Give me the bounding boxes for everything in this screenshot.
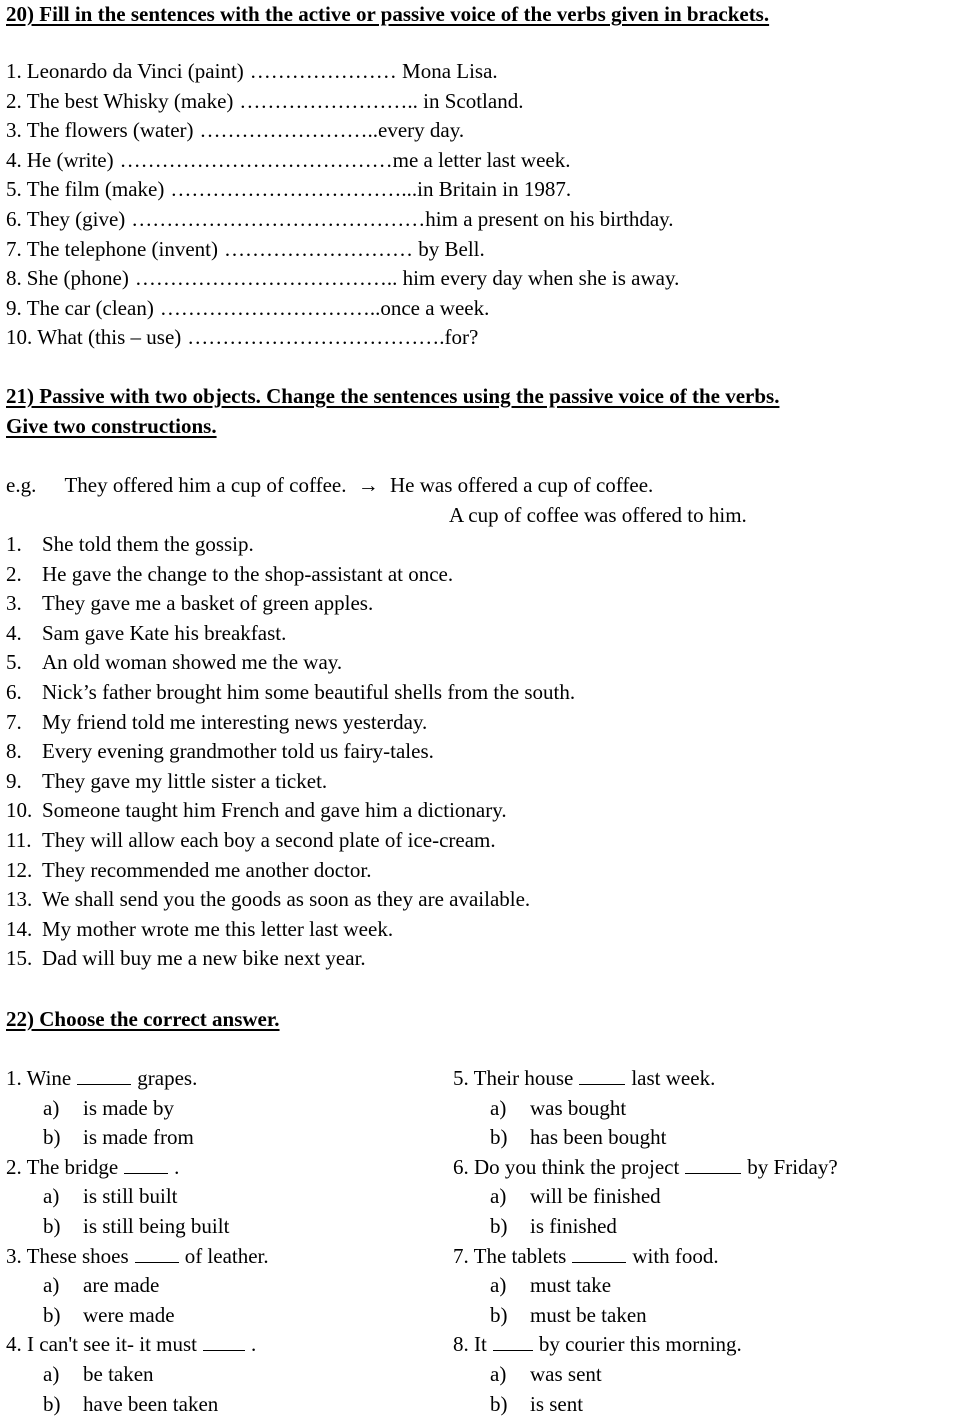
option-b	[43, 1216, 229, 1237]
item-verb-prompt: The car (clean)	[26, 295, 154, 320]
sentence-item	[6, 857, 372, 882]
answer-blank-dots: …………………………..	[159, 295, 381, 320]
option-letter: a)	[43, 1273, 60, 1298]
item-number: 5.	[6, 177, 22, 202]
option-letter: b)	[490, 1391, 508, 1416]
item-sentence: My mother wrote me this letter last week.	[42, 916, 394, 941]
sentence-item	[6, 948, 366, 969]
example-line	[6, 475, 653, 496]
item-number: 6.	[6, 207, 22, 231]
answer-blank-dots: ……………………..	[239, 88, 424, 113]
item-verb-prompt: The film (make)	[26, 177, 165, 202]
item-sentence: Sam gave Kate his breakfast.	[42, 620, 287, 645]
question-text: 5. Their house	[453, 1066, 574, 1090]
option-text: is still being built	[83, 1214, 230, 1238]
option-text: must be taken	[530, 1302, 647, 1327]
item-sentence: They gave me a basket of green apples.	[42, 591, 374, 616]
option-b	[490, 1127, 666, 1148]
question-text: 3. These shoes	[6, 1243, 129, 1268]
option-a	[43, 1275, 159, 1296]
item-number: 14.	[6, 916, 33, 941]
item-sentence: Dad will buy me a new bike next year.	[42, 946, 366, 971]
answer-blank	[203, 1336, 245, 1351]
question-stem	[6, 1334, 256, 1355]
question-text-end: .	[251, 1332, 257, 1357]
item-sentence: Someone taught him French and gave him a dictionary.	[42, 798, 507, 823]
item-sentence: They gave my little sister a ticket.	[42, 768, 328, 793]
sentence-item	[6, 534, 254, 555]
item-number: 4.	[6, 147, 22, 172]
example-prefix: e.g.	[6, 473, 37, 497]
option-text: are made	[83, 1273, 160, 1298]
question-text-end: grapes.	[137, 1066, 198, 1090]
option-a	[43, 1186, 178, 1207]
item-sentence: My friend told me interesting news yesterday.	[42, 709, 428, 734]
option-b	[43, 1127, 194, 1148]
section-22-title: 22) Choose the correct answer.	[6, 1007, 280, 1031]
item-number: 15.	[6, 946, 33, 971]
answer-blank-dots: …………………	[249, 59, 403, 83]
item-number: 6.	[6, 680, 22, 704]
fill-item	[6, 268, 679, 289]
option-letter: b)	[43, 1214, 61, 1238]
question-text: 6. Do you think the project	[453, 1154, 680, 1179]
answer-blank	[124, 1159, 168, 1174]
answer-blank-dots: ……………………………………	[131, 207, 426, 231]
example-passive-1: He was offered a cup of coffee.	[389, 473, 654, 497]
option-text: have been taken	[83, 1391, 219, 1416]
option-letter: a)	[490, 1184, 507, 1209]
fill-item	[6, 295, 490, 320]
option-letter: b)	[490, 1125, 508, 1150]
question-stem	[453, 1068, 715, 1089]
item-number: 7.	[6, 236, 22, 261]
question-text-end: by Friday?	[747, 1154, 838, 1179]
item-continuation: in Britain in 1987.	[417, 177, 572, 202]
item-number: 13.	[6, 887, 33, 912]
fill-item	[6, 147, 571, 172]
option-b	[490, 1391, 584, 1416]
question-text-end: with food.	[632, 1243, 719, 1268]
item-verb-prompt: He (write)	[26, 147, 114, 172]
question-stem	[6, 1154, 180, 1179]
item-continuation: by Bell.	[418, 236, 485, 261]
fill-item	[6, 209, 674, 230]
option-b	[490, 1216, 617, 1237]
item-number: 8.	[6, 266, 22, 291]
sentence-item	[6, 916, 394, 941]
question-text: 1. Wine	[6, 1066, 72, 1090]
item-continuation: for?	[444, 325, 479, 350]
option-text: be taken	[83, 1362, 154, 1386]
item-sentence: They recommended me another doctor.	[42, 857, 372, 882]
option-a	[43, 1364, 154, 1385]
sentence-item	[6, 561, 454, 586]
option-b	[43, 1302, 175, 1327]
question-stem	[453, 1154, 838, 1179]
option-text: were made	[83, 1302, 175, 1327]
option-text: was sent	[530, 1362, 602, 1386]
option-b	[490, 1302, 647, 1327]
question-text: 2. The bridge	[6, 1154, 119, 1179]
item-number: 9.	[6, 295, 22, 320]
question-stem	[453, 1334, 742, 1355]
question-text-end: of leather.	[184, 1243, 269, 1268]
item-sentence: An old woman showed me the way.	[42, 650, 343, 675]
sentence-item	[6, 741, 434, 762]
option-letter: a)	[43, 1095, 60, 1120]
option-text: is sent	[530, 1391, 584, 1416]
item-number: 1.	[6, 59, 22, 83]
answer-blank	[493, 1336, 533, 1351]
sentence-item	[6, 830, 496, 851]
item-number: 3.	[6, 118, 22, 143]
answer-blank-dots: ………………………	[224, 236, 419, 261]
answer-blank	[685, 1159, 741, 1174]
answer-blank	[77, 1070, 131, 1085]
sentence-item	[6, 889, 530, 910]
item-number: 2.	[6, 88, 22, 113]
item-number: 9.	[6, 768, 22, 793]
item-verb-prompt: Leonardo da Vinci (paint)	[26, 59, 244, 83]
option-a	[490, 1275, 611, 1296]
item-sentence: She told them the gossip.	[42, 532, 254, 556]
question-text-end: last week.	[631, 1066, 716, 1090]
item-number: 7.	[6, 709, 22, 734]
option-b	[43, 1391, 219, 1416]
sentence-item	[6, 768, 328, 793]
sentence-item	[6, 620, 287, 645]
example-active: They offered him a cup of coffee.	[64, 473, 347, 497]
item-continuation: once a week.	[380, 295, 490, 320]
option-text: must take	[530, 1273, 612, 1298]
item-number: 10.	[6, 325, 33, 350]
item-sentence: We shall send you the goods as soon as they are available.	[42, 887, 531, 912]
item-number: 2.	[6, 561, 22, 586]
section-21-title-line-1: 21) Passive with two objects. Change the sentences using the passive voice of the verbs.	[6, 384, 780, 408]
answer-blank	[572, 1248, 626, 1263]
option-text: will be finished	[530, 1184, 661, 1209]
sentence-item	[6, 593, 373, 614]
fill-item	[6, 120, 464, 141]
question-text: 7. The tablets	[453, 1243, 567, 1268]
option-a	[43, 1095, 174, 1120]
item-verb-prompt: They (give)	[26, 207, 126, 231]
item-number: 5.	[6, 650, 22, 675]
answer-blank-dots: ………………………………..	[134, 266, 403, 291]
item-number: 11.	[6, 828, 32, 852]
question-text: 8. It	[453, 1332, 487, 1357]
option-letter: b)	[43, 1302, 61, 1327]
item-verb-prompt: She (phone)	[26, 266, 129, 291]
item-continuation: every day.	[378, 118, 465, 143]
item-continuation: in Scotland.	[423, 88, 524, 113]
item-number: 8.	[6, 739, 22, 764]
item-number: 3.	[6, 591, 22, 616]
answer-blank	[135, 1248, 179, 1263]
answer-blank-dots: ……………………………...	[170, 177, 418, 202]
option-text: has been bought	[530, 1125, 667, 1150]
option-text: is still built	[83, 1184, 178, 1209]
item-number: 4.	[6, 620, 22, 645]
question-text-end: by courier this morning.	[538, 1332, 742, 1357]
option-letter: a)	[43, 1184, 60, 1209]
item-sentence: Every evening grandmother told us fairy-tales.	[42, 739, 434, 764]
item-sentence: He gave the change to the shop-assistant at once.	[42, 561, 454, 586]
item-sentence: Nick’s father brought him some beautiful shells from the south.	[42, 680, 576, 704]
item-verb-prompt: The telephone (invent)	[26, 236, 219, 261]
item-continuation: him every day when she is away.	[402, 266, 680, 291]
section-20-title: 20) Fill in the sentences with the active or passive voice of the verbs given in brackets.	[6, 2, 770, 26]
fill-item	[6, 179, 571, 200]
answer-blank-dots: ……………………..	[199, 118, 378, 143]
item-number: 10.	[6, 798, 33, 823]
item-continuation: him a present on his birthday.	[425, 207, 674, 231]
option-letter: b)	[43, 1125, 61, 1150]
fill-item	[6, 327, 478, 348]
option-letter: b)	[490, 1214, 508, 1238]
arrow-right-icon: →	[357, 473, 379, 497]
sentence-item	[6, 800, 507, 821]
question-stem	[453, 1243, 719, 1268]
item-continuation: me a letter last week.	[392, 147, 571, 172]
answer-blank-dots: ……………………………….	[187, 325, 445, 350]
fill-item	[6, 236, 485, 261]
question-stem	[6, 1068, 197, 1089]
item-number: 12.	[6, 857, 33, 882]
option-text: is made by	[83, 1095, 174, 1120]
option-letter: a)	[490, 1362, 507, 1386]
question-text: 4. I can't see it- it must	[6, 1332, 197, 1357]
sentence-item	[6, 652, 342, 673]
answer-blank-dots: …………………………………	[119, 147, 393, 172]
item-number: 1.	[6, 532, 22, 556]
example-passive-2: A cup of coffee was offered to him.	[449, 503, 747, 527]
item-verb-prompt: The flowers (water)	[26, 118, 194, 143]
option-letter: a)	[490, 1273, 507, 1298]
option-letter: b)	[490, 1302, 508, 1327]
item-continuation: Mona Lisa.	[402, 59, 498, 83]
option-letter: b)	[43, 1391, 61, 1416]
option-text: is finished	[530, 1214, 617, 1238]
answer-blank	[579, 1070, 625, 1085]
question-text-end: .	[174, 1154, 180, 1179]
option-letter: a)	[490, 1095, 507, 1120]
item-verb-prompt: What (this – use)	[37, 325, 182, 350]
option-a	[490, 1364, 602, 1385]
sentence-item	[6, 709, 428, 734]
sentence-item	[6, 682, 575, 703]
option-a	[490, 1186, 661, 1207]
section-21-title-line-2: Give two constructions.	[6, 414, 217, 438]
question-stem	[6, 1243, 269, 1268]
option-a	[490, 1095, 627, 1120]
option-text: was bought	[530, 1095, 627, 1120]
item-sentence: They will allow each boy a second plate of ice-cream.	[42, 828, 496, 852]
fill-item	[6, 61, 498, 82]
fill-item	[6, 88, 524, 113]
item-verb-prompt: The best Whisky (make)	[26, 88, 234, 113]
option-text: is made from	[83, 1125, 194, 1150]
option-letter: a)	[43, 1362, 60, 1386]
